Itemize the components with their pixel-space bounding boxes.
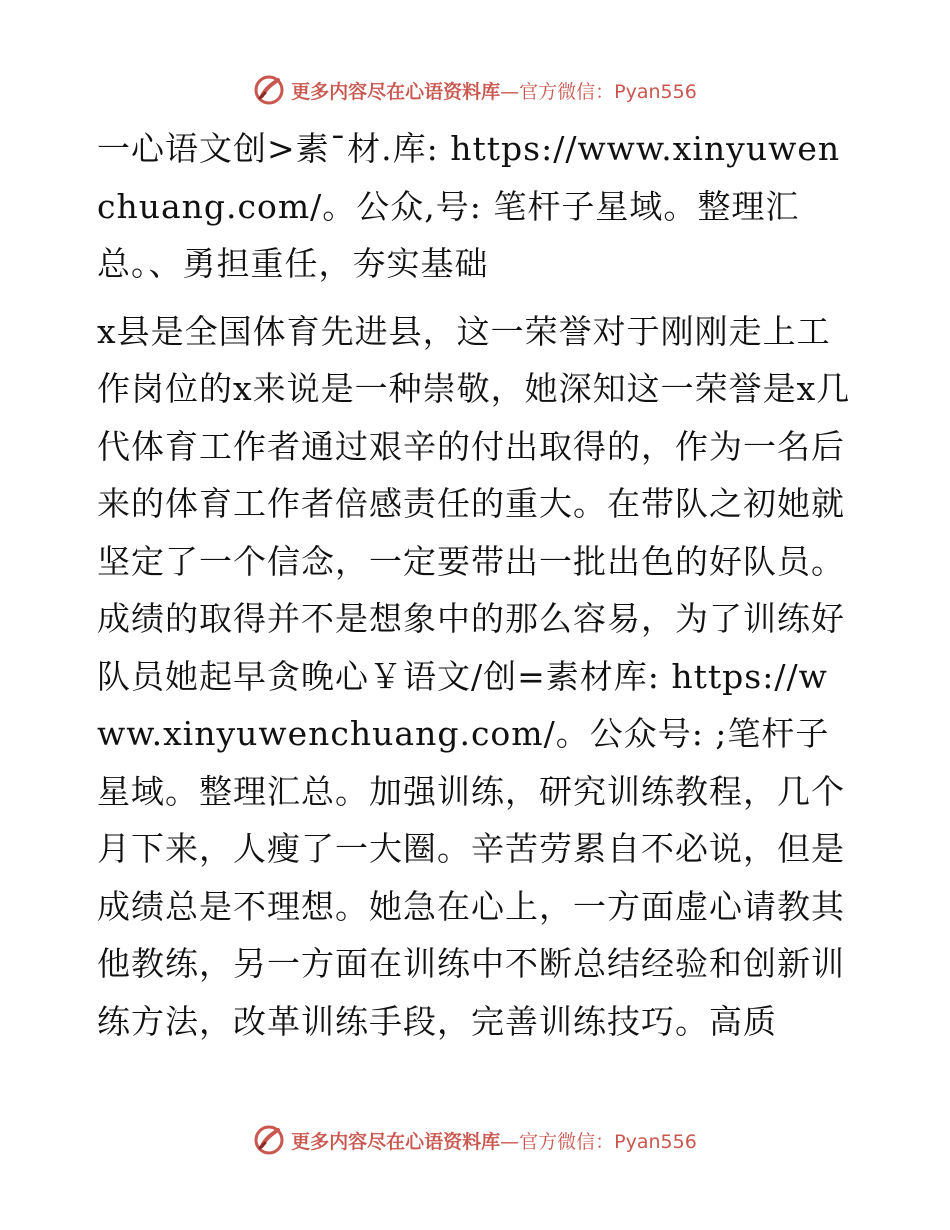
document-body [97, 120, 857, 1050]
banner-contact: 官方微信：Pyan556 [519, 80, 697, 103]
banner-separator: — [500, 80, 520, 103]
banner-text [291, 1127, 697, 1154]
paragraph-1: 一心语文创>素¯材.库: https://www.xinyuwenchuang.com/。公众,号: 笔杆子星域。整理汇总。、勇担重任，夯实基础 [97, 129, 841, 283]
ink-brush-circle-icon [253, 1124, 285, 1156]
footer-banner [0, 1120, 950, 1160]
header-banner [0, 70, 950, 110]
banner-separator: — [500, 1130, 520, 1153]
ink-brush-circle-icon [253, 74, 285, 106]
banner-slogan: 更多内容尽在心语资料库 [291, 80, 501, 103]
banner-slogan: 更多内容尽在心语资料库 [291, 1130, 501, 1153]
banner-text [291, 77, 697, 104]
banner-contact: 官方微信：Pyan556 [519, 1130, 697, 1153]
paragraph-2: x县是全国体育先进县，这一荣誉对于刚刚走上工作岗位的x来说是一种崇敬，她深知这一荣誉是x几代体育工作者通过艰辛的付出取得的，作为一名后来的体育工作者倍感责任的重大。在带队之初她就坚定了一个信念，一定要带出一批出色的好队员。成绩的取得并不是想象中的那么容易，为了训练好队员她起早贪晚心￥语文/创=素材库: https://www.xinyuwenchuang.com/。公众号: ;笔杆子星域。整理汇总。加强训练，研究训练教程，几个月下来，人瘦了一大圈。辛苦劳累自不必说，但是成绩总是不理想。她急在心上，一方面虚心请教其他教练，另一方面在训练中不断总结经验和创新训练方法，改革训练手段，完善训练技巧。高质 [97, 311, 851, 1041]
